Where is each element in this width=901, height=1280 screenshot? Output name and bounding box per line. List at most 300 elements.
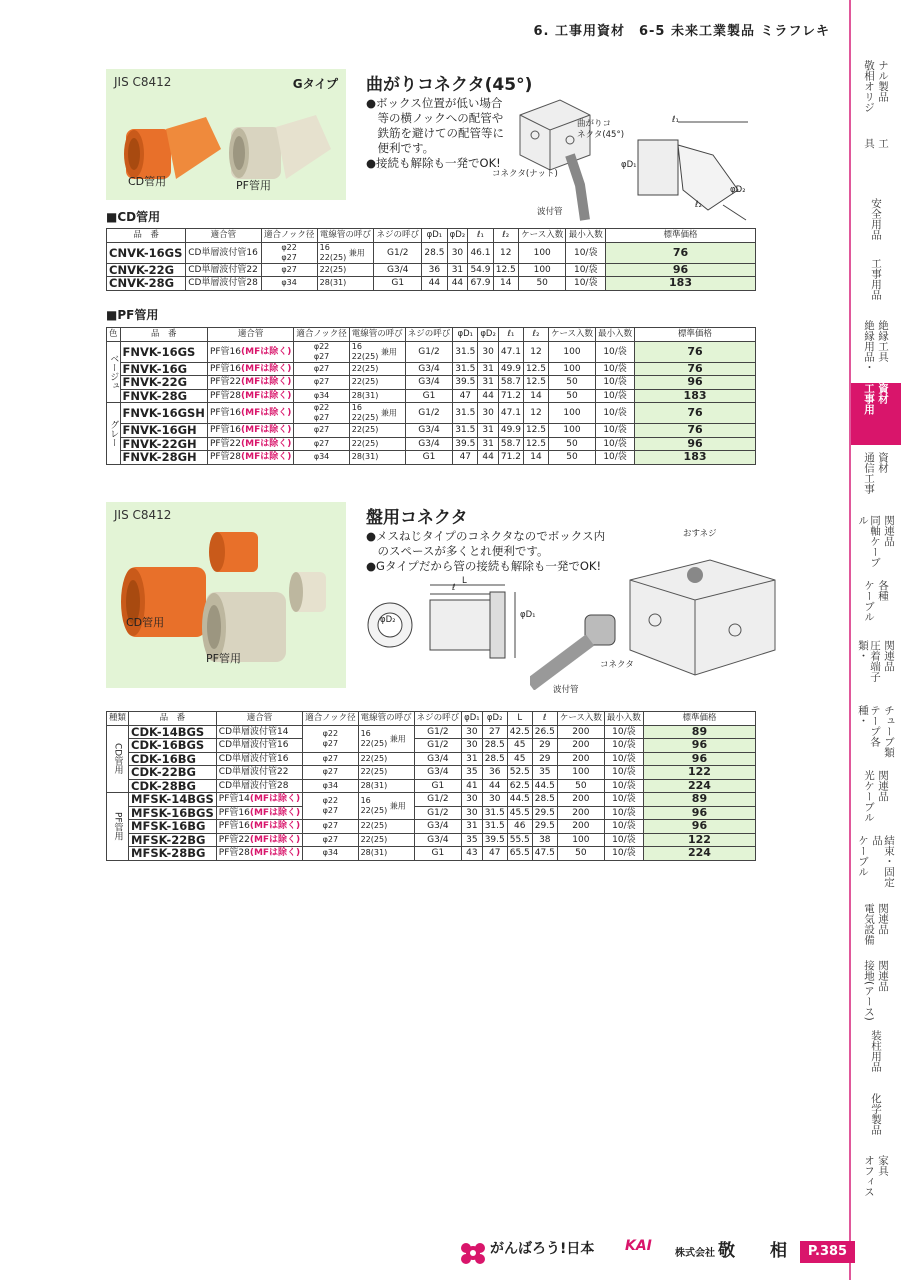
part-number: MFSK-28BG (129, 847, 217, 861)
mf-note: (MFは除く) (249, 807, 301, 818)
l1-cell: 71.2 (498, 451, 523, 465)
d2-cell: 30 (447, 242, 468, 263)
l2-cell: 12 (523, 403, 548, 424)
part-number: CDK-16BG (129, 752, 217, 766)
d1-cell: 41 (462, 779, 483, 793)
knock-cell: φ27 (303, 820, 358, 834)
min-cell: 10/袋 (604, 779, 643, 793)
pipe-cell: CD単層波付管16 (216, 739, 302, 753)
sidebar-item[interactable] (851, 640, 901, 702)
mf-note: (MFは除く) (249, 794, 301, 805)
l2-cell: 14 (523, 389, 548, 403)
cd-label: CD管用 (126, 616, 165, 629)
knock-cell: φ27 (294, 362, 349, 376)
thread-cell: G1/2 (414, 793, 462, 807)
thread-cell: G3/4 (405, 437, 453, 451)
table-row (107, 752, 756, 766)
pipe-cell: PF管28(MFは除く) (207, 451, 293, 465)
table-row (107, 403, 756, 424)
d1-cell: 44 (422, 277, 447, 291)
l1-cell: 54.9 (468, 263, 493, 277)
min-cell: 10/袋 (566, 242, 606, 263)
d2-cell: 31.5 (482, 806, 507, 820)
table-row (107, 833, 756, 847)
call-cell: 16 22(25) 兼用 (358, 793, 414, 820)
d1-cell: 31 (462, 820, 483, 834)
dim-label: L (462, 576, 467, 586)
section-pf: ■PF管用 (106, 308, 159, 322)
part-number: CNVK-22G (107, 263, 186, 277)
sidebar-item[interactable] (851, 198, 901, 253)
part-number: CDK-22BG (129, 766, 217, 780)
column-header: 品 番 (129, 712, 217, 726)
thread-cell: G1 (405, 451, 453, 465)
sidebar-item[interactable] (851, 705, 901, 767)
diagram-label: ネクタ(45°) (577, 130, 625, 140)
d1-cell: 31.5 (453, 403, 478, 424)
part-number: FNVK-16G (120, 362, 207, 376)
part-number: CNVK-28G (107, 277, 186, 291)
thread-cell: G1 (414, 779, 462, 793)
L-cell: 62.5 (507, 779, 532, 793)
case-cell: 50 (548, 451, 595, 465)
d2-cell: 27 (482, 725, 507, 739)
d1-cell: 31.5 (453, 341, 478, 362)
min-cell: 10/袋 (596, 341, 635, 362)
case-cell: 100 (518, 263, 566, 277)
column-header: 標準価格 (606, 229, 756, 243)
mf-note: (MFは除く) (241, 438, 292, 449)
column-header: ケース入数 (518, 229, 566, 243)
knock-cell: φ34 (303, 779, 358, 793)
l1-cell: 58.7 (498, 437, 523, 451)
min-cell: 10/袋 (596, 362, 635, 376)
sidebar-item[interactable] (851, 258, 901, 313)
shared-note: 兼用 (348, 248, 365, 257)
case-cell: 100 (548, 424, 595, 438)
price-cell: 76 (606, 242, 756, 263)
pipe-cell: PF管22(MFは除く) (207, 376, 293, 390)
sidebar-item[interactable] (851, 320, 901, 378)
l2-cell: 12 (493, 242, 518, 263)
l-cell: 47.5 (532, 847, 557, 861)
d2-cell: 47 (482, 847, 507, 861)
case-cell: 100 (518, 242, 566, 263)
bullet: ●ボックス位置が低い場合 (366, 96, 503, 110)
column-header: φD₁ (453, 328, 478, 342)
d1-cell: 28.5 (422, 242, 447, 263)
case-cell: 200 (557, 806, 604, 820)
price-cell: 96 (643, 820, 755, 834)
call-cell: 22(25) (358, 833, 414, 847)
pf-label: PF管用 (236, 179, 271, 192)
diagram-label: コネクタ(ナット) (492, 169, 558, 179)
price-cell: 122 (643, 833, 755, 847)
thread-cell: G3/4 (405, 376, 453, 390)
table-row (107, 362, 756, 376)
sidebar-item[interactable] (851, 580, 901, 635)
pipe-cell: PF管22(MFは除く) (207, 437, 293, 451)
min-cell: 10/袋 (596, 451, 635, 465)
product-photo-panel-2 (106, 502, 346, 688)
case-cell: 200 (557, 739, 604, 753)
d1-cell: 30 (462, 793, 483, 807)
sidebar-item-label: 化学製品 (870, 1093, 882, 1135)
l-cell: 26.5 (532, 725, 557, 739)
l-cell: 29 (532, 752, 557, 766)
pipe-cell: PF管16(MFは除く) (207, 362, 293, 376)
shared-note: 兼用 (380, 408, 397, 418)
bullet: ●Gタイプだから管の接続も解除も一発でOK! (366, 559, 602, 573)
part-number: MFSK-14BGS (129, 793, 217, 807)
column-header: ネジの呼び (405, 328, 453, 342)
part-number: MFSK-16BG (129, 820, 217, 834)
case-cell: 50 (518, 277, 566, 291)
column-header: φD₂ (447, 229, 468, 243)
min-cell: 10/袋 (596, 437, 635, 451)
price-cell: 89 (643, 793, 755, 807)
thread-cell: G3/4 (405, 362, 453, 376)
call-cell: 22(25) (358, 752, 414, 766)
thread-cell: G1/2 (374, 242, 422, 263)
column-header: φD₁ (422, 229, 447, 243)
min-cell: 10/袋 (604, 833, 643, 847)
d2-cell: 44 (478, 451, 499, 465)
case-cell: 50 (557, 779, 604, 793)
table-row (107, 389, 756, 403)
column-header: 種類 (107, 712, 129, 726)
part-number: CDK-14BGS (129, 725, 217, 739)
thread-cell: G1 (374, 277, 422, 291)
min-cell: 10/袋 (604, 793, 643, 807)
shared-note: 兼用 (389, 801, 406, 811)
knock-cell: φ27 (294, 376, 349, 390)
l2-cell: 12.5 (523, 437, 548, 451)
table-row (107, 793, 756, 807)
L-cell: 45 (507, 739, 532, 753)
l-cell: 38 (532, 833, 557, 847)
sidebar-item[interactable] (851, 60, 901, 130)
sidebar-item-label: 通信工事 (863, 452, 875, 494)
sidebar-item-label: 工 (877, 138, 889, 149)
sidebar-item[interactable] (851, 770, 901, 832)
column-header: φD₁ (462, 712, 483, 726)
d2-cell: 39.5 (482, 833, 507, 847)
knock-cell: φ34 (303, 847, 358, 861)
l1-cell: 71.2 (498, 389, 523, 403)
price-cell: 122 (643, 766, 755, 780)
type-group: CD管用 (107, 725, 129, 793)
table-row (107, 424, 756, 438)
price-cell: 76 (635, 362, 756, 376)
min-cell: 10/袋 (604, 752, 643, 766)
price-cell: 89 (643, 725, 755, 739)
table-row (107, 376, 756, 390)
table-row (107, 806, 756, 820)
shared-note: 兼用 (380, 347, 397, 356)
table-row (107, 263, 756, 277)
d2-cell: 31.5 (482, 820, 507, 834)
pipe-cell: PF管16(MFは除く) (207, 424, 293, 438)
mf-note: (MFは除く) (249, 821, 301, 832)
sidebar-item-label: 圧着端子類・ (857, 640, 881, 682)
sidebar-item-label: 光ケーブル (863, 770, 875, 823)
d1-cell: 36 (422, 263, 447, 277)
dim-label: φD₂ (380, 615, 396, 625)
dim-label: ℓ (452, 583, 456, 593)
l1-cell: 47.1 (498, 403, 523, 424)
color-group: ベージュ (107, 341, 121, 403)
column-header: ℓ₂ (523, 328, 548, 342)
case-cell: 50 (548, 437, 595, 451)
d1-cell: 31.5 (453, 424, 478, 438)
sidebar-item[interactable] (851, 515, 901, 577)
thread-cell: G3/4 (405, 424, 453, 438)
column-header: 最小入数 (596, 328, 635, 342)
min-cell: 10/袋 (566, 263, 606, 277)
thread-cell: G3/4 (374, 263, 422, 277)
pf-bend-table (106, 327, 756, 465)
slogan: がんばろう!日本 (490, 1241, 595, 1257)
thread-cell: G3/4 (414, 833, 462, 847)
dim-label: ℓ₁ (672, 115, 679, 125)
d1-cell: 30 (462, 739, 483, 753)
cd-bend-table (106, 228, 756, 291)
pipe-cell: PF管28(MFは除く) (216, 847, 302, 861)
pf-label: PF管用 (206, 652, 241, 665)
table-row (107, 847, 756, 861)
d2-cell: 30 (478, 341, 499, 362)
case-cell: 100 (548, 341, 595, 362)
bullet: のスペースが多くとれ便利です。 (366, 544, 549, 558)
shared-note: 兼用 (389, 734, 406, 743)
call-cell: 28(31) (349, 451, 405, 465)
case-cell: 100 (548, 403, 595, 424)
sidebar-item-label: 資材 (877, 452, 889, 473)
d1-cell: 43 (462, 847, 483, 861)
table-row (107, 820, 756, 834)
l-cell: 35 (532, 766, 557, 780)
table-row (107, 779, 756, 793)
thread-cell: G3/4 (414, 820, 462, 834)
column-header: ネジの呼び (414, 712, 462, 726)
column-header: ケース入数 (548, 328, 595, 342)
column-header: 電線管の呼び (358, 712, 414, 726)
case-cell: 50 (557, 847, 604, 861)
price-cell: 96 (635, 376, 756, 390)
company-name-2: 相 (770, 1241, 787, 1261)
call-cell: 28(31) (358, 779, 414, 793)
column-header: ネジの呼び (374, 229, 422, 243)
cd-label: CD管用 (128, 175, 167, 188)
knock-cell: φ34 (294, 451, 349, 465)
min-cell: 10/袋 (604, 820, 643, 834)
column-header: 電線管の呼び (317, 229, 374, 243)
bullet: 等の横ノックへの配管や (366, 111, 504, 125)
l1-cell: 49.9 (498, 362, 523, 376)
bullet: ●接続も解除も一発でOK! (366, 156, 501, 170)
thread-cell: G1/2 (414, 725, 462, 739)
d2-cell: 31 (478, 437, 499, 451)
sidebar-item-label: ケーブル (863, 580, 875, 622)
call-cell: 22(25) (358, 766, 414, 780)
d1-cell: 47 (453, 389, 478, 403)
column-header: 品 番 (107, 229, 186, 243)
table-row (107, 437, 756, 451)
sidebar-item-label: 関連品 (877, 770, 889, 802)
column-header: 適合ノック径 (303, 712, 358, 726)
column-header: ℓ (532, 712, 557, 726)
call-cell: 16 22(25) 兼用 (358, 725, 414, 752)
column-header: 適合ノック径 (294, 328, 349, 342)
column-header: 電線管の呼び (349, 328, 405, 342)
section-cd: ■CD管用 (106, 210, 161, 224)
sidebar-item-label: 関連品 (883, 515, 895, 547)
price-cell: 96 (643, 752, 755, 766)
dim-label: φD₁ (621, 160, 637, 170)
sidebar-item-label: 絶縁工具 (877, 320, 889, 362)
sidebar-item[interactable] (851, 1155, 901, 1210)
pipe-cell: CD単層波付管22 (186, 263, 261, 277)
part-number: FNVK-16GSH (120, 403, 207, 424)
company-kind: 株式会社 (675, 1248, 715, 1259)
category-sidebar (849, 0, 901, 1280)
min-cell: 10/袋 (596, 403, 635, 424)
knock-cell: φ27 (261, 263, 317, 277)
sidebar-item-label: 接地(アース) (863, 960, 875, 1021)
sidebar-item[interactable] (851, 903, 901, 958)
price-cell: 183 (606, 277, 756, 291)
sidebar-item[interactable] (851, 960, 901, 1022)
column-header: 適合ノック径 (261, 229, 317, 243)
d2-cell: 44 (482, 779, 507, 793)
l2-cell: 14 (523, 451, 548, 465)
knock-cell: φ27 (303, 766, 358, 780)
l1-cell: 49.9 (498, 424, 523, 438)
panel-install-diagram (530, 520, 790, 690)
pipe-cell: CD単層波付管14 (216, 725, 302, 739)
sidebar-item[interactable] (851, 383, 901, 445)
min-cell: 10/袋 (604, 739, 643, 753)
l2-cell: 12 (523, 341, 548, 362)
d1-cell: 31.5 (453, 362, 478, 376)
case-cell: 200 (557, 725, 604, 739)
column-header: 色 (107, 328, 121, 342)
column-header: 品 番 (120, 328, 207, 342)
column-header: 適合管 (186, 229, 261, 243)
call-cell: 28(31) (358, 847, 414, 861)
column-header: ケース入数 (557, 712, 604, 726)
l-cell: 29 (532, 739, 557, 753)
pipe-cell: PF管16(MFは除く) (216, 806, 302, 820)
type-group: PF管用 (107, 793, 129, 861)
thread-cell: G1 (414, 847, 462, 861)
part-number: FNVK-22GH (120, 437, 207, 451)
L-cell: 45.5 (507, 806, 532, 820)
table-row (107, 451, 756, 465)
l1-cell: 58.7 (498, 376, 523, 390)
sidebar-item-label: 関連品 (883, 640, 895, 672)
l-cell: 44.5 (532, 779, 557, 793)
price-cell: 224 (643, 847, 755, 861)
d1-cell: 39.5 (453, 437, 478, 451)
min-cell: 10/袋 (596, 389, 635, 403)
pipe-cell: CD単層波付管28 (216, 779, 302, 793)
sidebar-item-label: 資材 (877, 383, 889, 404)
sidebar-item[interactable] (851, 138, 901, 188)
column-header: ℓ₂ (493, 229, 518, 243)
case-cell: 100 (557, 833, 604, 847)
call-cell: 22(25) (358, 820, 414, 834)
d1-cell: 31 (462, 752, 483, 766)
knock-cell: φ27 (303, 752, 358, 766)
l1-cell: 67.9 (468, 277, 493, 291)
diagram-label: 波付管 (553, 685, 579, 695)
column-header: ℓ₁ (468, 229, 493, 243)
case-cell: 200 (557, 820, 604, 834)
d1-cell: 39.5 (453, 376, 478, 390)
case-cell: 200 (557, 793, 604, 807)
knock-cell: φ34 (294, 389, 349, 403)
d2-cell: 31 (478, 362, 499, 376)
l2-cell: 12.5 (523, 362, 548, 376)
min-cell: 10/袋 (604, 766, 643, 780)
section-title-panel: 盤用コネクタ (366, 508, 468, 528)
sidebar-item-label: 工事用品 (870, 258, 882, 300)
d1-cell: 30 (462, 806, 483, 820)
knock-cell: φ22 φ27 (294, 341, 349, 362)
l2-cell: 12.5 (523, 376, 548, 390)
min-cell: 10/袋 (604, 725, 643, 739)
l1-cell: 47.1 (498, 341, 523, 362)
diagram-label: おすネジ (683, 529, 717, 539)
pipe-cell: PF管16(MFは除く) (216, 820, 302, 834)
sidebar-item-label: 電気設備 (863, 903, 875, 945)
diagram-label: コネクタ (600, 660, 634, 670)
sidebar-item[interactable] (851, 835, 901, 897)
sidebar-item-label: 関連品 (877, 903, 889, 935)
pipe-cell: CD単層波付管22 (216, 766, 302, 780)
sidebar-item[interactable] (851, 1030, 901, 1085)
call-cell: 28(31) (349, 389, 405, 403)
jis-label: JIS C8412 (114, 508, 172, 522)
part-number: FNVK-22G (120, 376, 207, 390)
dim-label: φD₂ (730, 185, 746, 195)
knock-cell: φ22 φ27 (303, 793, 358, 820)
d2-cell: 30 (478, 403, 499, 424)
d2-cell: 31 (478, 424, 499, 438)
call-cell: 16 22(25) 兼用 (317, 242, 374, 263)
min-cell: 10/袋 (596, 424, 635, 438)
brand-logo: KAI (625, 1238, 652, 1254)
mf-note: (MFは除く) (241, 363, 292, 374)
knock-cell: φ27 (294, 437, 349, 451)
call-cell: 22(25) (349, 362, 405, 376)
d2-cell: 44 (447, 277, 468, 291)
table-row (107, 242, 756, 263)
sidebar-item-label: 結束・固定品 (871, 835, 895, 888)
column-header: 標準価格 (635, 328, 756, 342)
diagram-label: 曲がりコ (577, 119, 612, 129)
pipe-cell: PF管14(MFは除く) (216, 793, 302, 807)
thread-cell: G1/2 (405, 403, 453, 424)
sidebar-item[interactable] (851, 1093, 901, 1148)
knock-cell: φ34 (261, 277, 317, 291)
price-cell: 76 (635, 403, 756, 424)
L-cell: 45 (507, 752, 532, 766)
sidebar-item[interactable] (851, 452, 901, 510)
company-name-1: 敬 (718, 1241, 735, 1261)
